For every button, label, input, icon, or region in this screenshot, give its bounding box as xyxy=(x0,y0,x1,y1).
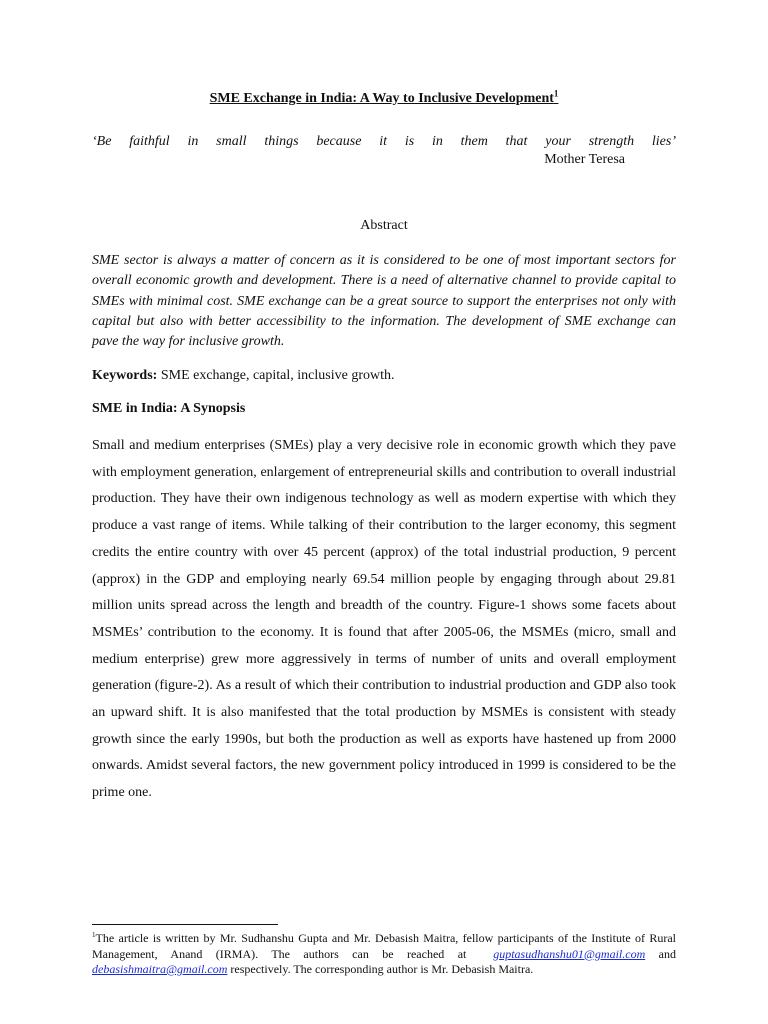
footnote-text-part3: respectively. The corresponding author is Mr. Debasish Maitra. xyxy=(230,962,534,976)
section-paragraph: Small and medium enterprises (SMEs) play a very decisive role in economic growth which they pave with employment generation, enlargement of entrepreneurial skills and contribution to overall industrial production. They have their own indigenous technology as well as modern expertise with which they produce a vast range of items. While talking of their contribution to the larger economy, this segment credits the entire country with over 45 percent (approx) of the total industrial production, 9 percent (approx) in the GDP and employing nearly 69.54 million people by engaging through about 29.81 million units spread across the length and breadth of the country. Figure-1 shows some facets about MSMEs’ contribution to the economy. It is found that after 2005-06, the MSMEs (micro, small and medium enterprise) grew more aggressively in terms of number of units and overall employment generation (figure-2). As a result of which their contribution to industrial production and GDP also took an upward shift. It is also manifested that the total production by MSMEs is consistent with steady growth since the early 1990s, but both the production as well as exports have hastened up from 2000 onwards. Amidst several factors, the new government policy introduced in 1999 is considered to be the prime one. xyxy=(92,438,676,801)
footnote xyxy=(92,931,676,978)
footnote-divider xyxy=(92,924,278,925)
footnote-text-part2: and xyxy=(658,946,676,961)
epigraph-quote: ‘Be faithful in small things because it is in them that your strength lies’ xyxy=(92,134,676,149)
document-title-text: SME Exchange in India: A Way to Inclusive Development xyxy=(209,91,554,106)
section-heading: SME in India: A Synopsis xyxy=(92,401,246,416)
keywords-text: SME exchange, capital, inclusive growth. xyxy=(160,368,395,383)
footnote-text-part1: The article is written by Mr. Sudhanshu Gupta and Mr. Debasish Maitra, fellow participants of the Institute of Rural Management, Anand (IRMA). The authors can be reached at xyxy=(92,931,676,961)
abstract-body: SME sector is always a matter of concern as it is considered to be one of most important sectors for overall economic growth and development. There is a need of alternative channel to provide capital to SMEs with minimal cost. SME exchange can be a great source to support the enterprises not only with capital but also with better accessibility to the information. The development of SME exchange can pave the way for inclusive growth. xyxy=(92,253,676,350)
keywords-label: Keywords: xyxy=(92,368,158,383)
keywords-line xyxy=(92,368,676,384)
footnote-email-link-2[interactable]: debasishmaitra@gmail.com xyxy=(92,962,228,976)
title-footnote-marker[interactable]: 1 xyxy=(553,88,559,99)
footnote-email-link-1[interactable]: guptasudhanshu01@gmail.com xyxy=(493,946,646,961)
document-title xyxy=(92,88,676,107)
footnote-marker: 1 xyxy=(92,931,96,939)
abstract-heading: Abstract xyxy=(360,218,408,233)
epigraph-author: Mother Teresa xyxy=(544,152,625,167)
